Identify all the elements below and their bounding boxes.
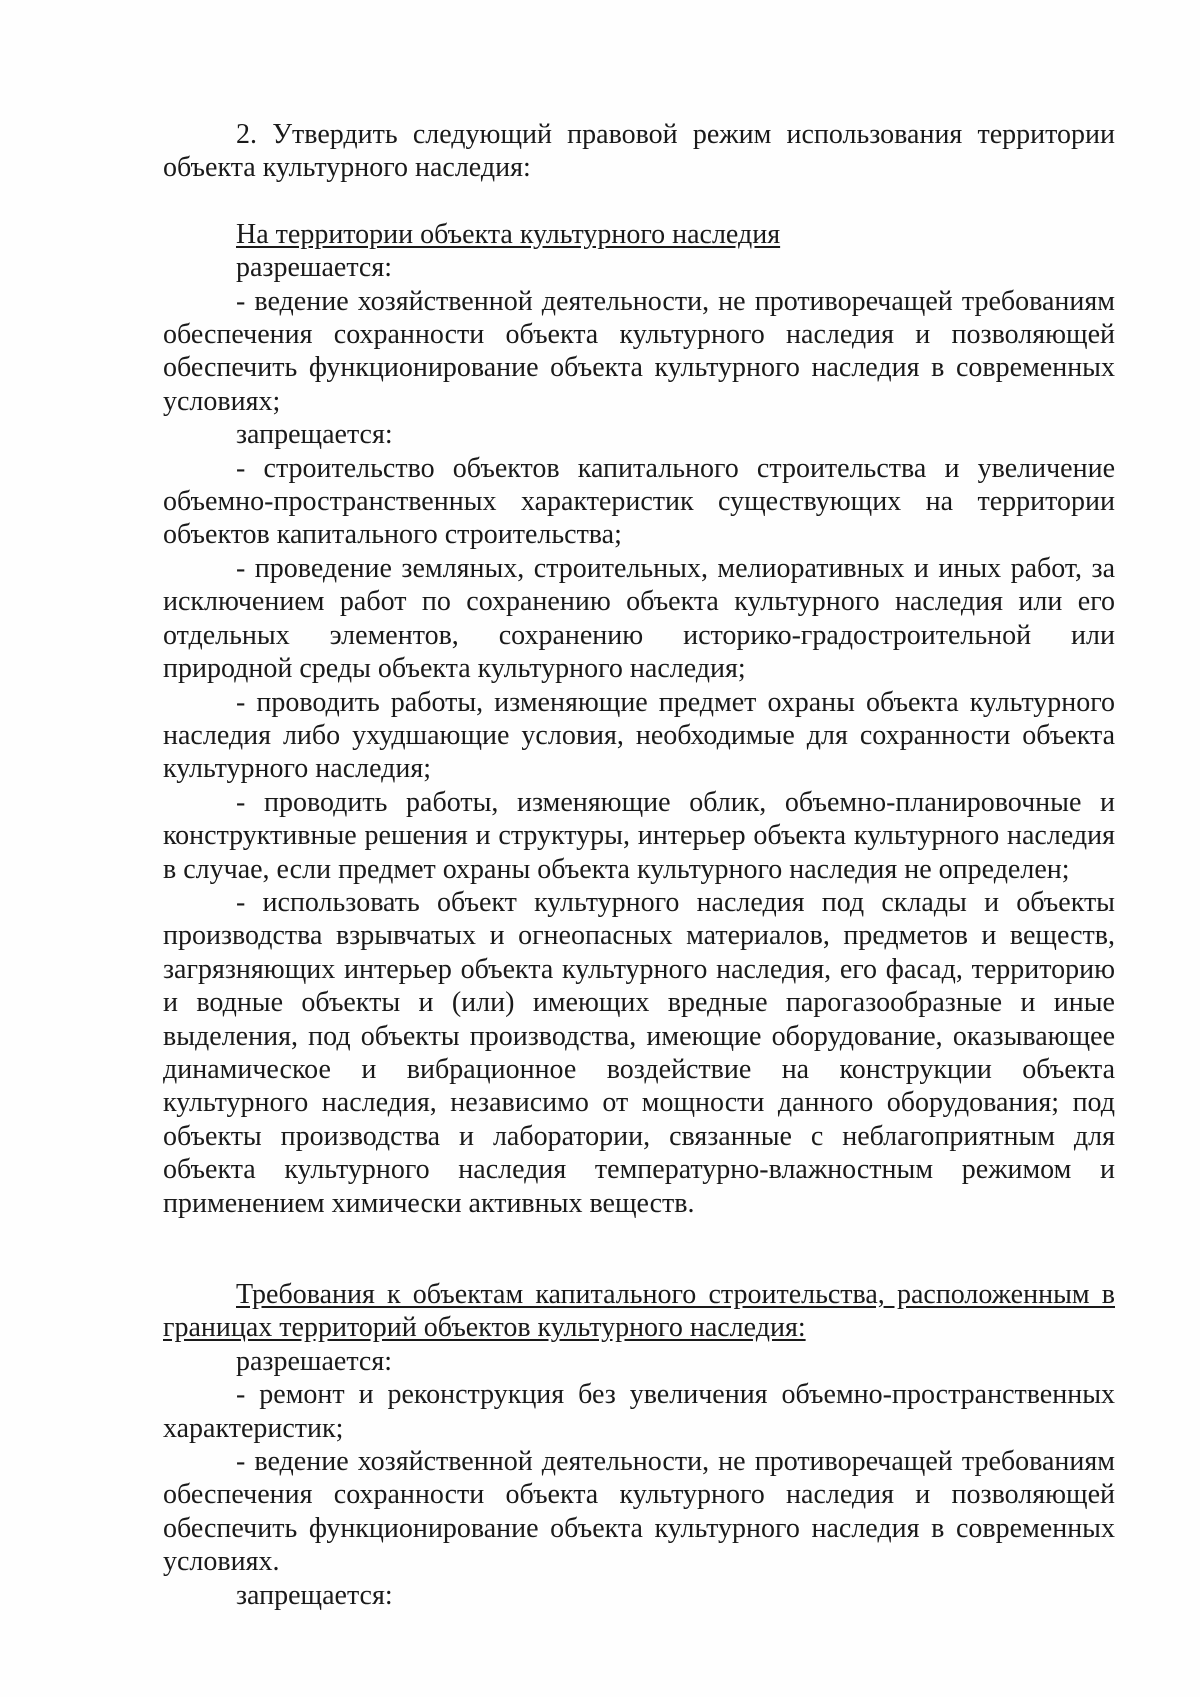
section2-allowed-item: - ремонт и реконструкция без увеличения объемно-пространственных характеристик;: [163, 1379, 1115, 1444]
section1-forbidden-item: - строительство объектов капитального строительства и увеличение объемно-пространственных характеристик существующих на территории объектов капитального строительства;: [163, 452, 1115, 551]
section1-forbidden-item: - проведение земляных, строительных, мелиоративных и иных работ, за исключением работ по сохранению объекта культурного наследия или его отдельных элементов, сохранению историко-градостроительной или природной среды объекта культурного наследия;: [163, 552, 1115, 685]
intro-paragraph: 2. Утвердить следующий правовой режим использования территории объекта культурного наследия:: [163, 119, 1115, 184]
section1-allowed-item: - ведение хозяйственной деятельности, не противоречащей требованиям обеспечения сохранности объекта культурного наследия и позволяющей обеспечить функционирование объекта культурного наследия в современных условиях;: [163, 285, 1115, 417]
section2-forbidden-label: запрещается:: [236, 1579, 393, 1611]
section1-heading: На территории объекта культурного наследия: [236, 218, 781, 250]
section1-forbidden-label: запрещается:: [236, 419, 393, 451]
section1-forbidden-item: - использовать объект культурного наследия под склады и объекты производства взрывчатых и огнеопасных материалов, предметов и веществ, загрязняющих интерьер объекта культурного наследия, его фасад, территорию и водные объекты и (или) имеющих вредные парогазообразные и иные выделения, под объекты производства, имеющие оборудование, оказывающее динамическое и вибрационное воздействие на конструкции объекта культурного наследия, независимо от мощности данного оборудования; под объекты производства и лаборатории, связанные с неблагоприятным для объекта культурного наследия температурно-влажностным режимом и применением химически активных веществ.: [163, 886, 1115, 1219]
section1-forbidden-item: - проводить работы, изменяющие облик, объемно-планировочные и конструктивные решения и структуры, интерьер объекта культурного наследия в случае, если предмет охраны объекта культурного наследия не определен;: [163, 786, 1115, 885]
section2-allowed-item: - ведение хозяйственной деятельности, не противоречащей требованиям обеспечения сохранности объекта культурного наследия и позволяющей обеспечить функционирование объекта культурного наследия в современных условиях.: [163, 1446, 1115, 1578]
document-body: [163, 118, 1115, 1612]
section1-allowed-label: разрешается:: [236, 252, 392, 284]
section2-allowed-label: разрешается:: [236, 1345, 392, 1377]
section2-heading: Требования к объектам капитального строительства, расположенным в границах территорий объектов культурного наследия:: [163, 1279, 1115, 1344]
section1-forbidden-item: - проводить работы, изменяющие предмет охраны объекта культурного наследия либо ухудшающие условия, необходимые для сохранности объекта культурного наследия;: [163, 686, 1115, 785]
